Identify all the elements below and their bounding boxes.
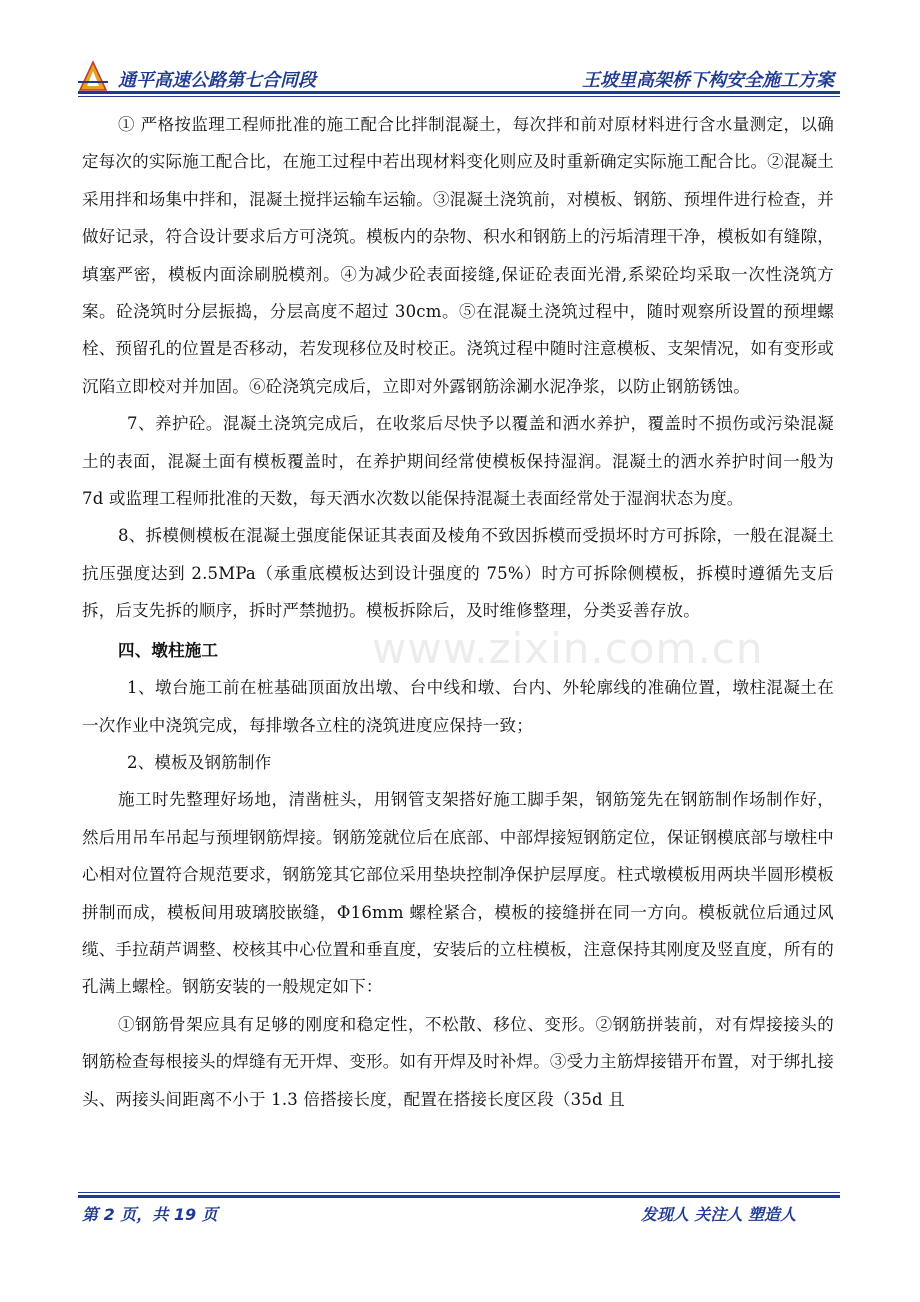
section-heading-pier-column: 四、墩柱施工 xyxy=(118,640,219,660)
paragraph-concrete-pouring: ① 严格按监理工程师批准的施工配合比拌制混凝土，每次拌和前对原材料进行含水量测定，以确定每次的实际施工配合比，在施工过程中若出现材料变化则应及时重新确定实际施工配合比。②混凝土采用拌和场集中拌和，混凝土搅拌运输车运输。③混凝土浇筑前，对模板、钢筋、预埋件进行检查，并做好记录，符合设计要求后方可浇筑。模板内的杂物、积水和钢筋上的污垢清理干净，模板如有缝隙，填塞严密，模板内面涂刷脱模剂。④为减少砼表面接缝,保证砼表面光滑,系梁砼均采取一次性浇筑方案。砼浇筑时分层振捣，分层高度不超过 30cm。⑤在混凝土浇筑过程中，随时观察所设置的预埋螺栓、预留孔的位置是否移动，若发现移位及时校正。浇筑过程中随时注意模板、支架情况，如有变形或沉陷立即校对并加固。⑥砼浇筑完成后，立即对外露钢筋涂涮水泥净浆，以防止钢筋锈蚀。 xyxy=(82,115,834,396)
header-rule-thick xyxy=(78,91,840,94)
triangle-a-logo-icon xyxy=(78,60,108,92)
document-body xyxy=(82,106,834,1118)
header-rule-thin xyxy=(78,96,840,97)
paragraph-rebar-rules: ①钢筋骨架应具有足够的刚度和稳定性，不松散、移位、变形。②钢筋拼装前，对有焊接接头的钢筋检查每根接头的焊缝有无开焊、变形。如有开焊及时补焊。③受力主筋焊接错开布置，对于绑扎接头、两接头间距离不小于 1.3 倍搭接长度，配置在搭接长度区段（35d 且 xyxy=(82,1014,834,1109)
page-footer xyxy=(78,1192,840,1232)
watermark-text: www.zixin.com.cn xyxy=(372,624,764,673)
paragraph-pier-setout: 1、墩台施工前在桩基础顶面放出墩、台中线和墩、台内、外轮廓线的准确位置，墩柱混凝土在一次作业中浇筑完成，每排墩各立柱的浇筑进度应保持一致； xyxy=(82,678,834,735)
footer-rule-thick xyxy=(78,1195,840,1198)
page-header xyxy=(78,60,840,96)
paragraph-formwork-removal: 8、拆模侧模板在混凝土强度能保证其表面及棱角不致因拆模而受损坏时方可拆除，一般在混凝土抗压强度达到 2.5MPa（承重底模板达到设计强度的 75%）时方可拆除侧模板，拆模时遵循先支后拆，后支先拆的顺序，拆时严禁抛扔。模板拆除后，及时维修整理，分类妥善存放。 xyxy=(82,526,834,621)
footer-page-number: 第 2 页，共 19 页 xyxy=(82,1205,218,1224)
paragraph-construction-method: 施工时先整理好场地，清凿桩头，用钢管支架搭好施工脚手架，钢筋笼先在钢筋制作场制作好，然后用吊车吊起与预埋钢筋焊接。钢筋笼就位后在底部、中部焊接短钢筋定位，保证钢模底部与墩柱中心相对位置符合规范要求，钢筋笼其它部位采用垫块控制净保护层厚度。柱式墩模板用两块半圆形模板拼制而成，模板间用玻璃胶嵌缝，Φ16mm 螺栓紧合，模板的接缝拼在同一方向。模板就位后通过风缆、手拉葫芦调整、校核其中心位置和垂直度，安装后的立柱模板，注意保持其刚度及竖直度，所有的孔满上螺栓。钢筋安装的一般规定如下： xyxy=(82,790,834,997)
footer-rule-thin xyxy=(78,1192,840,1193)
paragraph-curing: 7、养护砼。混凝土浇筑完成后，在收浆后尽快予以覆盖和洒水养护，覆盖时不损伤或污染混凝土的表面，混凝土面有模板覆盖时，在养护期间经常使模板保持湿润。混凝土的洒水养护时间一般为 7d 或监理工程师批准的天数，每天洒水次数以能保持混凝土表面经常处于湿润状态为度。 xyxy=(82,414,834,509)
footer-slogan: 发现人 关注人 塑造人 xyxy=(640,1205,796,1224)
header-document-title: 王坡里高架桥下构安全施工方案 xyxy=(582,70,834,91)
subheading-formwork-rebar: 2、模板及钢筋制作 xyxy=(127,752,272,772)
header-project-name: 通平高速公路第七合同段 xyxy=(118,70,316,91)
